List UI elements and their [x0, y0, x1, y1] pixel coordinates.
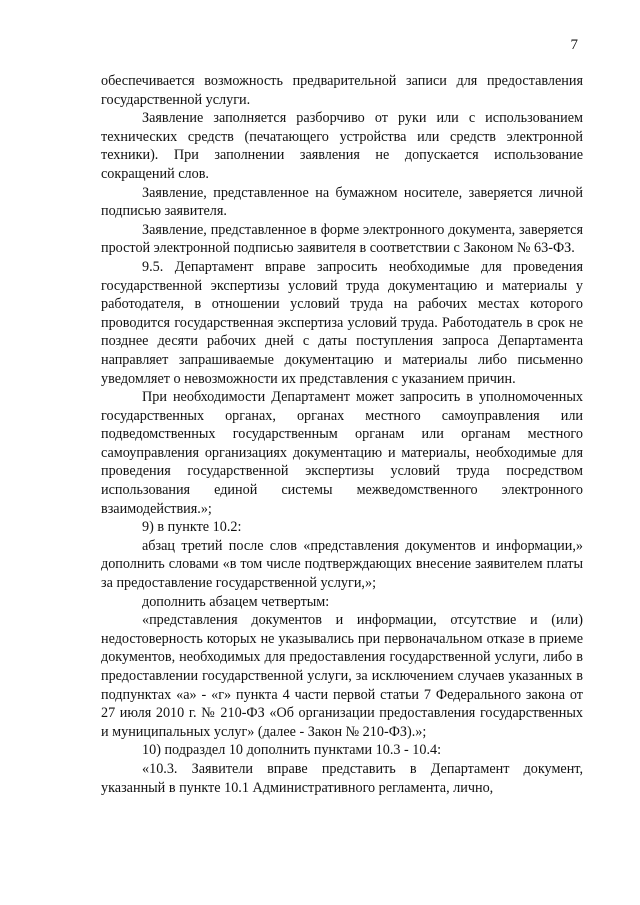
paragraph-paper-signature: Заявление, представленное на бумажном носителе, заверяется личной подписью заявителя.: [101, 184, 583, 220]
paragraph-interagency-request: При необходимости Департамент может запросить в уполномоченных государственных органах, органах местного самоуправления или подведомственных государственным органам или органам местного самоуправления организациях документацию и материалы, необходимые для проведения государственной экспертизы условий труда посредством использования единой системы межведомственного электронного взаимодействия.»;: [101, 389, 583, 517]
paragraph-third-abzac: абзац третий после слов «представления документов и информации,» дополнить словами «в том числе подтверждающих внесение заявителем платы за предоставление государственной услуги,»;: [101, 537, 583, 592]
paragraph-10-3: «10.3. Заявители вправе представить в Департамент документ, указанный в пункте 10.1 Административного регламента, лично,: [101, 760, 583, 796]
paragraph-filling-rules: Заявление заполняется разборчиво от руки или с использованием технических средств (печатающего устройства или средств электронной техники). При заполнении заявления не допускается использование сокращений слов.: [101, 110, 583, 182]
paragraph-electronic-signature: Заявление, представленное в форме электронного документа, заверяется простой электронной подписью заявителя в соответствии с Законом № 63-ФЗ.: [101, 221, 583, 257]
paragraph-9-5: 9.5. Департамент вправе запросить необходимые для проведения государственной экспертизы условий труда документацию и материалы у работодателя, в отношении условий труда на рабочих местах которого проводится государственная экспертиза условий труда. Работодатель в срок не позднее десяти рабочих дней с даты поступления запроса Департамента направляет запрашиваемые документацию и материалы либо письменно уведомляет о невозможности их представления с указанием причин.: [101, 258, 583, 387]
paragraph-item-9: 9) в пункте 10.2:: [142, 519, 242, 536]
paragraph-fourth-abzac-text: «представления документов и информации, отсутствие и (или) недостоверность которых не указывались при первоначальном отказе в приеме документов, необходимых для предоставления государственной услуги, либо в предоставлении государственной услуги, за исключением случаев указанных в подпунктах «а» - «г» пункта 4 части первой статьи 7 Федерального закона от 27 июля 2010 г. № 210-ФЗ «Об организации предоставления государственных и муниципальных услуг» (далее - Закон № 210-ФЗ).»;: [101, 612, 583, 740]
page-number: 7: [570, 37, 578, 53]
paragraph-continuation: обеспечивается возможность предварительной записи для предоставления государственной услуги.: [101, 73, 583, 108]
paragraph-item-10: 10) подраздел 10 дополнить пунктами 10.3 - 10.4:: [142, 742, 442, 759]
paragraph-add-fourth-abzac: дополнить абзацем четвертым:: [142, 593, 330, 610]
document-body: [101, 72, 583, 797]
